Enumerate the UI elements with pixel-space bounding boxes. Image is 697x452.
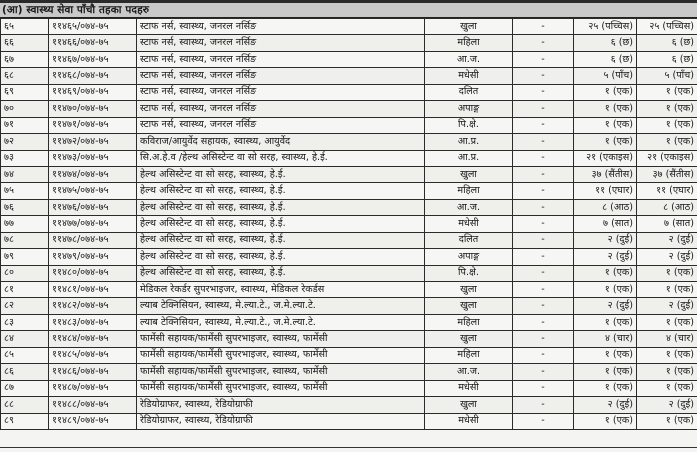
advertisement-code: ११४७७/०७४-७५ bbox=[49, 216, 137, 232]
vacancy-count: १ (एक) bbox=[574, 282, 637, 298]
row-number: ७५ bbox=[1, 183, 49, 199]
advertisement-code: ११४७८/०७४-७५ bbox=[49, 232, 137, 248]
post-title: मेडिकल रेकर्डर सुपरभाइजर, स्वास्थ्य, मेडिकल रेकर्डस bbox=[137, 282, 425, 298]
total-count: १ (एक) bbox=[637, 314, 697, 330]
total-count: १ (एक) bbox=[637, 117, 697, 133]
row-number: ६८ bbox=[1, 68, 49, 84]
separator-dash: - bbox=[513, 331, 574, 347]
row-number: ८८ bbox=[1, 397, 49, 413]
advertisement-code: ११४६६/०७४-७५ bbox=[49, 35, 137, 51]
table-row bbox=[1, 150, 697, 166]
total-count: ६ (छ) bbox=[637, 51, 697, 67]
row-number: ८४ bbox=[1, 331, 49, 347]
quota-group: मधेसी bbox=[425, 380, 513, 396]
advertisement-code: ११४६९/०७४-७५ bbox=[49, 84, 137, 100]
table-row bbox=[1, 314, 697, 330]
post-title: फार्मेसी सहायक/फार्मेसी सुपरभाइजर, स्वास्थ्य, फार्मेसी bbox=[137, 331, 425, 347]
quota-group: मधेसी bbox=[425, 68, 513, 84]
post-title: हेल्थ असिस्टेन्ट वा सो सरह, स्वास्थ्य, हे.ई. bbox=[137, 265, 425, 281]
advertisement-code: ११४६७/०७४-७५ bbox=[49, 51, 137, 67]
table-row bbox=[1, 51, 697, 67]
separator-dash: - bbox=[513, 347, 574, 363]
row-number: ७३ bbox=[1, 150, 49, 166]
separator-dash: - bbox=[513, 199, 574, 215]
row-number: ८० bbox=[1, 265, 49, 281]
total-count: १ (एक) bbox=[637, 265, 697, 281]
total-count: ५ (पाँच) bbox=[637, 68, 697, 84]
advertisement-code: ११४७९/०७४-७५ bbox=[49, 249, 137, 265]
separator-dash: - bbox=[513, 380, 574, 396]
total-count: ६ (छ) bbox=[637, 35, 697, 51]
post-title: फार्मेसी सहायक/फार्मेसी सुपरभाइजर, स्वास्थ्य, फार्मेसी bbox=[137, 347, 425, 363]
separator-dash: - bbox=[513, 35, 574, 51]
quota-group: दलित bbox=[425, 232, 513, 248]
table-row bbox=[1, 331, 697, 347]
table-row bbox=[1, 347, 697, 363]
vacancy-count: २ (दुई) bbox=[574, 232, 637, 248]
separator-dash: - bbox=[513, 68, 574, 84]
post-title: स्टाफ नर्स, स्वास्थ्य, जनरल नर्सिङ bbox=[137, 101, 425, 117]
row-number: ७४ bbox=[1, 166, 49, 182]
advertisement-code: ११४७६/०७४-७५ bbox=[49, 199, 137, 215]
vacancy-count: २५ (पच्चिस) bbox=[574, 19, 637, 35]
vacancy-table bbox=[0, 18, 697, 430]
row-number: ७७ bbox=[1, 216, 49, 232]
table-row bbox=[1, 249, 697, 265]
table-row bbox=[1, 166, 697, 182]
vacancy-count: १ (एक) bbox=[574, 134, 637, 150]
quota-group: अपाङ्ग bbox=[425, 101, 513, 117]
quota-group: खुला bbox=[425, 298, 513, 314]
separator-dash: - bbox=[513, 166, 574, 182]
table-row bbox=[1, 84, 697, 100]
advertisement-code: ११४८९/०७४-७५ bbox=[49, 413, 137, 429]
row-number: ८२ bbox=[1, 298, 49, 314]
row-number: ७१ bbox=[1, 117, 49, 133]
table-body bbox=[1, 19, 697, 430]
table-row bbox=[1, 232, 697, 248]
advertisement-code: ११४६८/०७४-७५ bbox=[49, 68, 137, 84]
page-cut-edge bbox=[0, 447, 697, 452]
quota-group: महिला bbox=[425, 183, 513, 199]
advertisement-code: ११४८६/०७४-७५ bbox=[49, 364, 137, 380]
total-count: १ (एक) bbox=[637, 134, 697, 150]
post-title: स्टाफ नर्स, स्वास्थ्य, जनरल नर्सिङ bbox=[137, 19, 425, 35]
table-row bbox=[1, 282, 697, 298]
table-row bbox=[1, 68, 697, 84]
quota-group: खुला bbox=[425, 19, 513, 35]
row-number: ६६ bbox=[1, 35, 49, 51]
row-number: ७८ bbox=[1, 232, 49, 248]
quota-group: खुला bbox=[425, 397, 513, 413]
total-count: १ (एक) bbox=[637, 413, 697, 429]
total-count: ४ (चार) bbox=[637, 331, 697, 347]
quota-group: खुला bbox=[425, 282, 513, 298]
advertisement-code: ११४८४/०७४-७५ bbox=[49, 331, 137, 347]
post-title: रेडियोग्राफर, स्वास्थ्य, रेडियोग्राफी bbox=[137, 413, 425, 429]
vacancy-count: १ (एक) bbox=[574, 413, 637, 429]
total-count: १ (एक) bbox=[637, 380, 697, 396]
vacancy-count: ११ (एघार) bbox=[574, 183, 637, 199]
section-header bbox=[0, 3, 697, 18]
post-title: हेल्थ असिस्टेन्ट वा सो सरह, स्वास्थ्य, हे.ई. bbox=[137, 232, 425, 248]
advertisement-code: ११४७२/०७४-७५ bbox=[49, 134, 137, 150]
quota-group: आ.ज. bbox=[425, 199, 513, 215]
separator-dash: - bbox=[513, 117, 574, 133]
vacancy-count: ६ (छ) bbox=[574, 51, 637, 67]
vacancy-count: २१ (एकाइस) bbox=[574, 150, 637, 166]
table-row bbox=[1, 364, 697, 380]
row-number: ८६ bbox=[1, 364, 49, 380]
table-row bbox=[1, 298, 697, 314]
separator-dash: - bbox=[513, 183, 574, 199]
row-number: ७६ bbox=[1, 199, 49, 215]
row-number: ७० bbox=[1, 101, 49, 117]
section-title: (आ) स्वास्थ्य सेवा पाँचौ तहका पदहरु bbox=[2, 4, 150, 16]
post-title: हेल्थ असिस्टेन्ट वा सो सरह, स्वास्थ्य, हे.ई. bbox=[137, 166, 425, 182]
advertisement-code: ११४८५/०७४-७५ bbox=[49, 347, 137, 363]
total-count: ११ (एघार) bbox=[637, 183, 697, 199]
separator-dash: - bbox=[513, 298, 574, 314]
vacancy-count: ४ (चार) bbox=[574, 331, 637, 347]
separator-dash: - bbox=[513, 150, 574, 166]
vacancy-count: २ (दुई) bbox=[574, 298, 637, 314]
advertisement-code: ११४७१/०७४-७५ bbox=[49, 117, 137, 133]
advertisement-code: ११४८१/०७४-७५ bbox=[49, 282, 137, 298]
separator-dash: - bbox=[513, 249, 574, 265]
post-title: हेल्थ असिस्टेन्ट वा सो सरह, स्वास्थ्य, हे.ई. bbox=[137, 249, 425, 265]
quota-group: अपाङ्ग bbox=[425, 249, 513, 265]
total-count: २ (दुई) bbox=[637, 298, 697, 314]
quota-group: आ.प्र. bbox=[425, 150, 513, 166]
total-count: १ (एक) bbox=[637, 101, 697, 117]
post-title: स्टाफ नर्स, स्वास्थ्य, जनरल नर्सिङ bbox=[137, 117, 425, 133]
total-count: २ (दुई) bbox=[637, 397, 697, 413]
vacancy-count: १ (एक) bbox=[574, 364, 637, 380]
quota-group: आ.ज. bbox=[425, 364, 513, 380]
quota-group: खुला bbox=[425, 166, 513, 182]
advertisement-code: ११४८८/०७४-७५ bbox=[49, 397, 137, 413]
table-row bbox=[1, 35, 697, 51]
vacancy-count: १ (एक) bbox=[574, 265, 637, 281]
table-row bbox=[1, 199, 697, 215]
vacancy-count: २ (दुई) bbox=[574, 249, 637, 265]
quota-group: खुला bbox=[425, 331, 513, 347]
table-row bbox=[1, 117, 697, 133]
table-row bbox=[1, 380, 697, 396]
row-number: ८९ bbox=[1, 413, 49, 429]
advertisement-code: ११४८७/०७४-७५ bbox=[49, 380, 137, 396]
row-number: ८५ bbox=[1, 347, 49, 363]
post-title: कविराज/आयुर्वेद सहायक, स्वास्थ्य, आयुर्वेद bbox=[137, 134, 425, 150]
table-row bbox=[1, 19, 697, 35]
post-title: स्टाफ नर्स, स्वास्थ्य, जनरल नर्सिङ bbox=[137, 68, 425, 84]
table-row bbox=[1, 265, 697, 281]
vacancy-count: १ (एक) bbox=[574, 84, 637, 100]
separator-dash: - bbox=[513, 232, 574, 248]
separator-dash: - bbox=[513, 134, 574, 150]
quota-group: महिला bbox=[425, 35, 513, 51]
table-row bbox=[1, 134, 697, 150]
post-title: हेल्थ असिस्टेन्ट वा सो सरह, स्वास्थ्य, हे.ई. bbox=[137, 216, 425, 232]
advertisement-code: ११४८३/०७४-७५ bbox=[49, 314, 137, 330]
advertisement-code: ११४८२/०७४-७५ bbox=[49, 298, 137, 314]
quota-group: दलित bbox=[425, 84, 513, 100]
vacancy-count: ८ (आठ) bbox=[574, 199, 637, 215]
advertisement-code: ११४७४/०७४-७५ bbox=[49, 166, 137, 182]
total-count: १ (एक) bbox=[637, 347, 697, 363]
post-title: फार्मेसी सहायक/फार्मेसी सुपरभाइजर, स्वास्थ्य, फार्मेसी bbox=[137, 364, 425, 380]
row-number: ७२ bbox=[1, 134, 49, 150]
separator-dash: - bbox=[513, 282, 574, 298]
total-count: २५ (पच्चिस) bbox=[637, 19, 697, 35]
quota-group: पि.क्षे. bbox=[425, 265, 513, 281]
separator-dash: - bbox=[513, 265, 574, 281]
separator-dash: - bbox=[513, 84, 574, 100]
row-number: ८३ bbox=[1, 314, 49, 330]
total-count: १ (एक) bbox=[637, 282, 697, 298]
vacancy-count: ६ (छ) bbox=[574, 35, 637, 51]
advertisement-code: ११४७०/०७४-७५ bbox=[49, 101, 137, 117]
quota-group: महिला bbox=[425, 347, 513, 363]
separator-dash: - bbox=[513, 314, 574, 330]
quota-group: महिला bbox=[425, 314, 513, 330]
vacancy-count: ७ (सात) bbox=[574, 216, 637, 232]
separator-dash: - bbox=[513, 413, 574, 429]
total-count: २ (दुई) bbox=[637, 232, 697, 248]
table-row bbox=[1, 413, 697, 429]
row-number: ७९ bbox=[1, 249, 49, 265]
post-title: ल्याब टेक्निसियन, स्वास्थ्य, मे.ल्या.टे., ज.मे.ल्या.टे. bbox=[137, 314, 425, 330]
total-count: १ (एक) bbox=[637, 84, 697, 100]
table-row bbox=[1, 397, 697, 413]
advertisement-code: ११४८०/०७४-७५ bbox=[49, 265, 137, 281]
quota-group: आ.प्र. bbox=[425, 134, 513, 150]
advertisement-code: ११४७५/०७४-७५ bbox=[49, 183, 137, 199]
post-title: स्टाफ नर्स, स्वास्थ्य, जनरल नर्सिङ bbox=[137, 35, 425, 51]
post-title: सि.अ.हे.व /हेल्थ असिस्टेन्ट वा सो सरह, स्वास्थ्य, हे.ई. bbox=[137, 150, 425, 166]
row-number: ६५ bbox=[1, 19, 49, 35]
separator-dash: - bbox=[513, 101, 574, 117]
row-number: ८७ bbox=[1, 380, 49, 396]
vacancy-count: १ (एक) bbox=[574, 101, 637, 117]
post-title: स्टाफ नर्स, स्वास्थ्य, जनरल नर्सिङ bbox=[137, 51, 425, 67]
total-count: १ (एक) bbox=[637, 364, 697, 380]
post-title: हेल्थ असिस्टेन्ट वा सो सरह, स्वास्थ्य, हे.ई. bbox=[137, 199, 425, 215]
vacancy-count: ५ (पाँच) bbox=[574, 68, 637, 84]
total-count: ३७ (सैंतीस) bbox=[637, 166, 697, 182]
post-title: हेल्थ असिस्टेन्ट वा सो सरह, स्वास्थ्य, हे.ई. bbox=[137, 183, 425, 199]
row-number: ६९ bbox=[1, 84, 49, 100]
row-number: ६७ bbox=[1, 51, 49, 67]
vacancy-count: १ (एक) bbox=[574, 347, 637, 363]
vacancy-count: २ (दुई) bbox=[574, 397, 637, 413]
table-row bbox=[1, 183, 697, 199]
table-row bbox=[1, 216, 697, 232]
advertisement-code: ११४७३/०७४-७५ bbox=[49, 150, 137, 166]
total-count: ८ (आठ) bbox=[637, 199, 697, 215]
separator-dash: - bbox=[513, 51, 574, 67]
post-title: रेडियोग्राफर, स्वास्थ्य, रेडियोग्राफी bbox=[137, 397, 425, 413]
table-row bbox=[1, 101, 697, 117]
vacancy-count: ३७ (सैंतीस) bbox=[574, 166, 637, 182]
vacancy-count: १ (एक) bbox=[574, 117, 637, 133]
post-title: फार्मेसी सहायक/फार्मेसी सुपरभाइजर, स्वास्थ्य, फार्मेसी bbox=[137, 380, 425, 396]
separator-dash: - bbox=[513, 216, 574, 232]
separator-dash: - bbox=[513, 397, 574, 413]
row-number: ८१ bbox=[1, 282, 49, 298]
separator-dash: - bbox=[513, 364, 574, 380]
quota-group: पि.क्षे. bbox=[425, 117, 513, 133]
post-title: स्टाफ नर्स, स्वास्थ्य, जनरल नर्सिङ bbox=[137, 84, 425, 100]
separator-dash: - bbox=[513, 19, 574, 35]
vacancy-count: १ (एक) bbox=[574, 314, 637, 330]
total-count: २ (दुई) bbox=[637, 249, 697, 265]
quota-group: मधेसी bbox=[425, 413, 513, 429]
vacancy-count: १ (एक) bbox=[574, 380, 637, 396]
post-title: ल्याब टेक्निसियन, स्वास्थ्य, मे.ल्या.टे., ज.मे.ल्या.टे. bbox=[137, 298, 425, 314]
advertisement-code: ११४६५/०७४-७५ bbox=[49, 19, 137, 35]
quota-group: मधेसी bbox=[425, 216, 513, 232]
quota-group: आ.ज. bbox=[425, 51, 513, 67]
total-count: २१ (एकाइस) bbox=[637, 150, 697, 166]
total-count: ७ (सात) bbox=[637, 216, 697, 232]
